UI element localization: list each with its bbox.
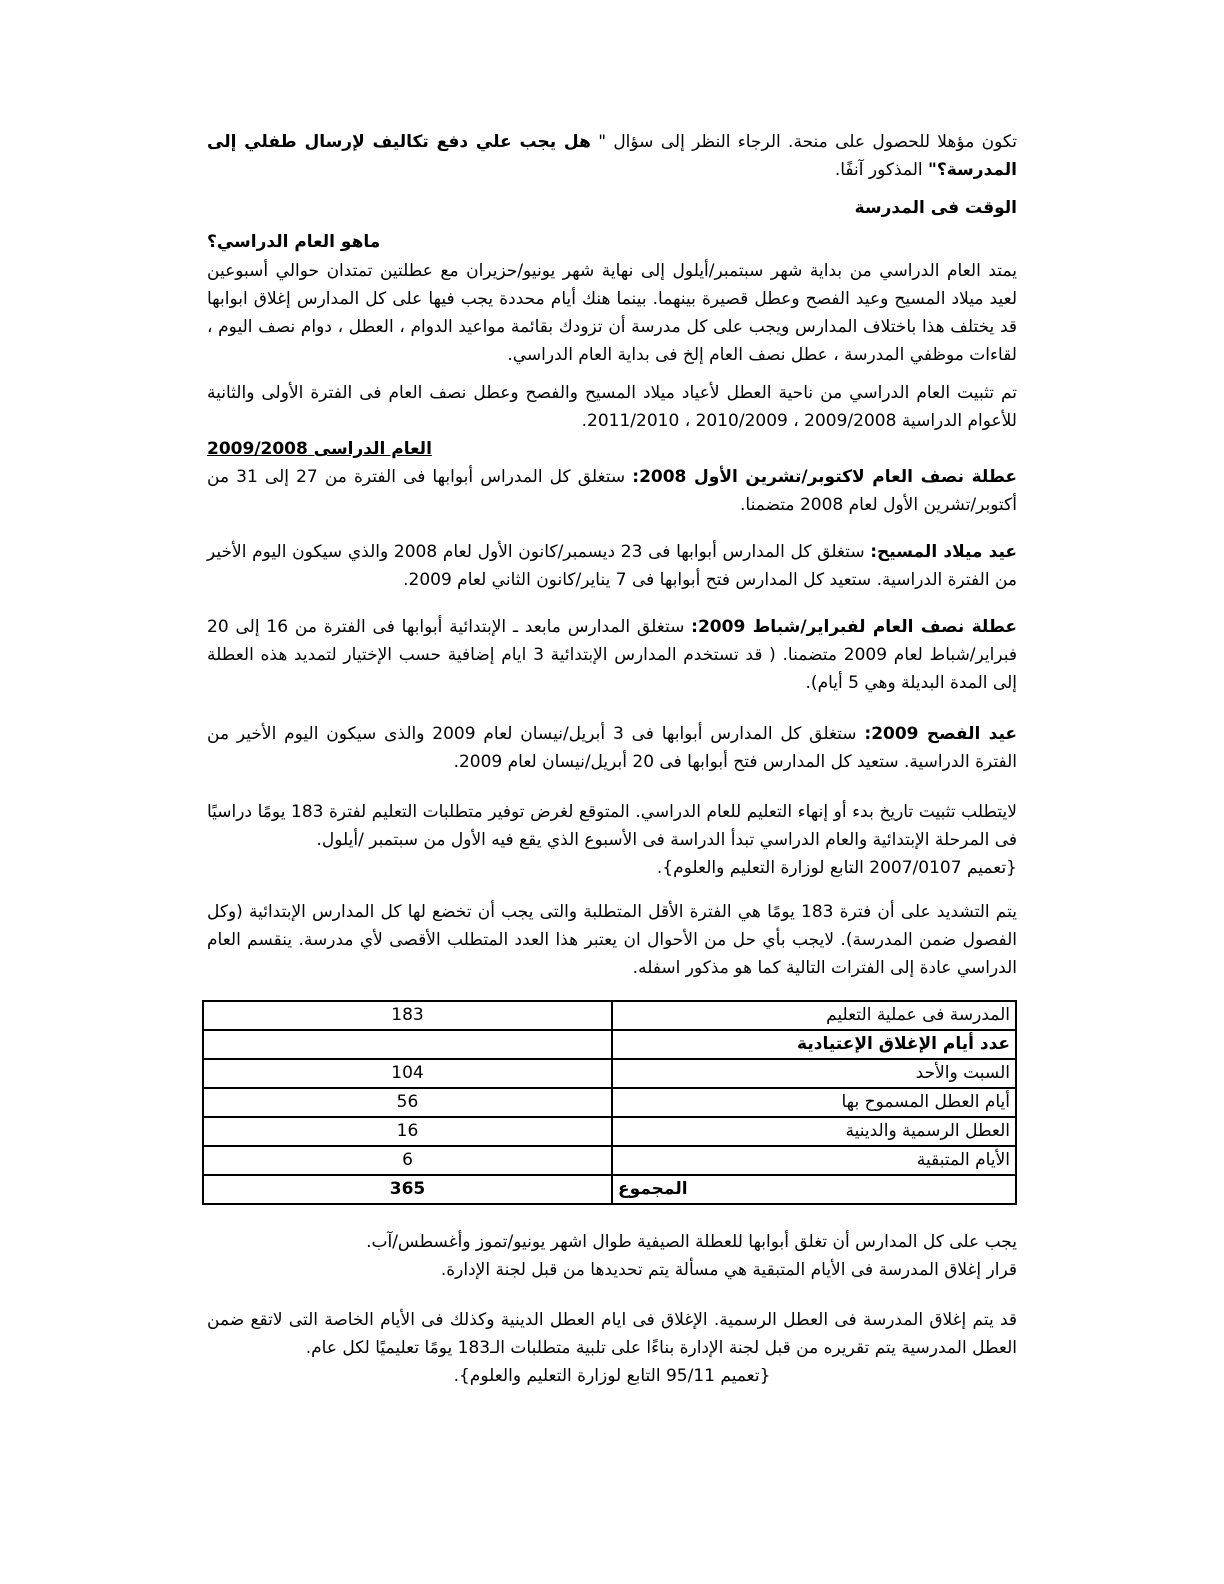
table-row-weekends bbox=[203, 1059, 1016, 1088]
section-heading-time-at-school: الوقت فى المدرسة bbox=[854, 198, 1017, 218]
table-cell-label: المدرسة فى عملية التعليم bbox=[612, 1001, 1016, 1030]
table-row-total bbox=[203, 1175, 1016, 1204]
table-cell-label: الأيام المتبقية bbox=[612, 1146, 1016, 1175]
subheading-what-is-school-year: ماهو العام الدراسي؟ bbox=[207, 232, 381, 252]
paragraph-easter-holiday: عيد الفصح 2009: ستغلق كل المدارس أبوابها فى 3 أبريل/نيسان لعام 2009 والذى سيكون اليوم الأخير من الفترة الدراسية. ستعيد كل المدارس فتح أبوابها فى 20 أبريل/نيسان لعام 2009. bbox=[207, 724, 1017, 772]
table-row-ordinary-closure-header bbox=[203, 1030, 1016, 1059]
table-cell-value: 365 bbox=[203, 1175, 612, 1204]
heading-academic-year-2008-2009: العام الدراسى 2009/2008 bbox=[207, 439, 432, 459]
table-row-teaching-days bbox=[203, 1001, 1016, 1030]
paragraph-official-holidays-closure: قد يتم إغلاق المدرسة فى العطل الرسمية. الإغلاق فى ايام العطل الدينية وكذلك فى الأيام الخاصة التى لاتقع ضمن العطل المدرسية يتم تقريره من قبل لجنة الإدارة بناءًا على تلبية متطلبات الـ183 يومًا تعليميًا لكل عام. bbox=[207, 1310, 1017, 1358]
table-cell-label: المجموع bbox=[612, 1175, 1016, 1204]
table-cell-label: العطل الرسمية والدينية bbox=[612, 1117, 1016, 1146]
days-breakdown-table bbox=[202, 1000, 1017, 1205]
table-cell-value: 6 bbox=[203, 1146, 612, 1175]
table-cell-label: أيام العطل المسموح بها bbox=[612, 1088, 1016, 1117]
table-cell-value: 16 bbox=[203, 1117, 612, 1146]
paragraph-october-half-term: عطلة نصف العام لاكتوبر/تشرين الأول 2008: ستغلق كل المدراس أبوابها فى الفترة من 27 إلى 31 من أكتوبر/تشرين الأول لعام 2008 متضمنا. bbox=[207, 467, 1017, 515]
table-cell-value: 183 bbox=[203, 1001, 612, 1030]
table-cell-value bbox=[203, 1030, 612, 1059]
circular-reference-line: {تعميم 95/11 التابع لوزارة التعليم والعلوم}. bbox=[453, 1366, 771, 1386]
table-row-remaining-days bbox=[203, 1146, 1016, 1175]
paragraph-183-days-requirement: لايتطلب تثبيت تاريخ بدء أو إنهاء التعليم للعام الدراسي. المتوقع لغرض توفير متطلبات التعليم لفترة 183 يومًا دراسيًا فى المرحلة الإبتدائية والعام الدراسي تبدأ الدراسة فى الأسبوع الذي يقع فيه الأول من سبتمبر /أيلول. {تعميم 2007/0107 التابع لوزارة التعليم والعلوم}. bbox=[207, 802, 1017, 878]
table-row-allowed-holidays bbox=[203, 1088, 1016, 1117]
paragraph-183-days-emphasis: يتم التشديد على أن فترة 183 يومًا هي الفترة الأقل المتطلبة والتى يجب أن تخضع لها كل المدارس الإبتدائية (وكل الفصول ضمن المدرسة). لايجب بأي حل من الأحوال ان يعتبر هذا العدد المتطلب الأقصى لأي مدرسة. ينقسم العام الدراسي عادة إلى الفترات التالية كما هو مذكور اسفله. bbox=[207, 902, 1017, 978]
table-cell-label: عدد أيام الإغلاق الإعتيادية bbox=[612, 1030, 1016, 1059]
paragraph-christmas-holiday: عيد ميلاد المسيح: ستغلق كل المدارس أبوابها فى 23 ديسمبر/كانون الأول لعام 2008 والذي سيكون اليوم الأخير من الفترة الدراسية. ستعيد كل المدارس فتح أبوابها فى 7 يناير/كانون الثاني لعام 2009. bbox=[207, 542, 1018, 590]
paragraph-february-half-term: عطلة نصف العام لفبراير/شباط 2009: ستغلق المدارس مابعد ـ الإبتدائية أبوابها فى الفترة من 16 إلى 20 فبراير/شباط لعام 2009 متضمنا. ( قد تستخدم المدارس الإبتدائية 3 ايام إضافية حسب الإختيار لتمديد هذه العطلة إلى المدة البديلة وهي 5 أيام). bbox=[207, 617, 1018, 693]
paragraph-summer-closure: يجب على كل المدارس أن تغلق أبوابها للعطلة الصيفية طوال اشهر يونيو/تموز وأغسطس/آب. قرار إغلاق المدرسة فى الأيام المتبقية هي مسألة يتم تحديدها من قبل لجنة الإدارة. bbox=[366, 1232, 1017, 1280]
table-cell-value: 104 bbox=[203, 1059, 612, 1088]
intro-paragraph: تكون مؤهلا للحصول على منحة. الرجاء النظر إلى سؤال " هل يجب علي دفع تكاليف لإرسال طفلي إلى المدرسة؟" المذكور آنفًا. bbox=[207, 132, 1017, 180]
table-cell-value: 56 bbox=[203, 1088, 612, 1117]
paragraph-school-year-description: يمتد العام الدراسي من بداية شهر سبتمبر/أيلول إلى نهاية شهر يونيو/حزيران مع عطلتين تمتدان حوالي أسبوعين لعيد ميلاد المسيح وعيد الفصح وعطل قصيرة بينهما. بينما هنك أيام محددة يجب فيها على كل المدارس إغلاق ابوابها قد يختلف هذا باختلاف المدارس ويجب على كل مدرسة أن تزودك بقائمة مواعيد الدوام ، العطل ، دوام نصف اليوم ، لقاءات موظفي المدرسة ، عطل نصف العام إلخ فى بداية العام الدراسي. bbox=[207, 261, 1017, 365]
table-cell-label: السبت والأحد bbox=[612, 1059, 1016, 1088]
table-row-official-religious-holidays bbox=[203, 1117, 1016, 1146]
paragraph-fixed-holidays: تم تثبيت العام الدراسي من ناحية العطل لأعياد ميلاد المسيح والفصح وعطل نصف العام فى الفترة الأولى والثانية للأعوام الدراسية 2009/2008 ، 2010/2009 ، 2011/2010. bbox=[207, 383, 1017, 431]
